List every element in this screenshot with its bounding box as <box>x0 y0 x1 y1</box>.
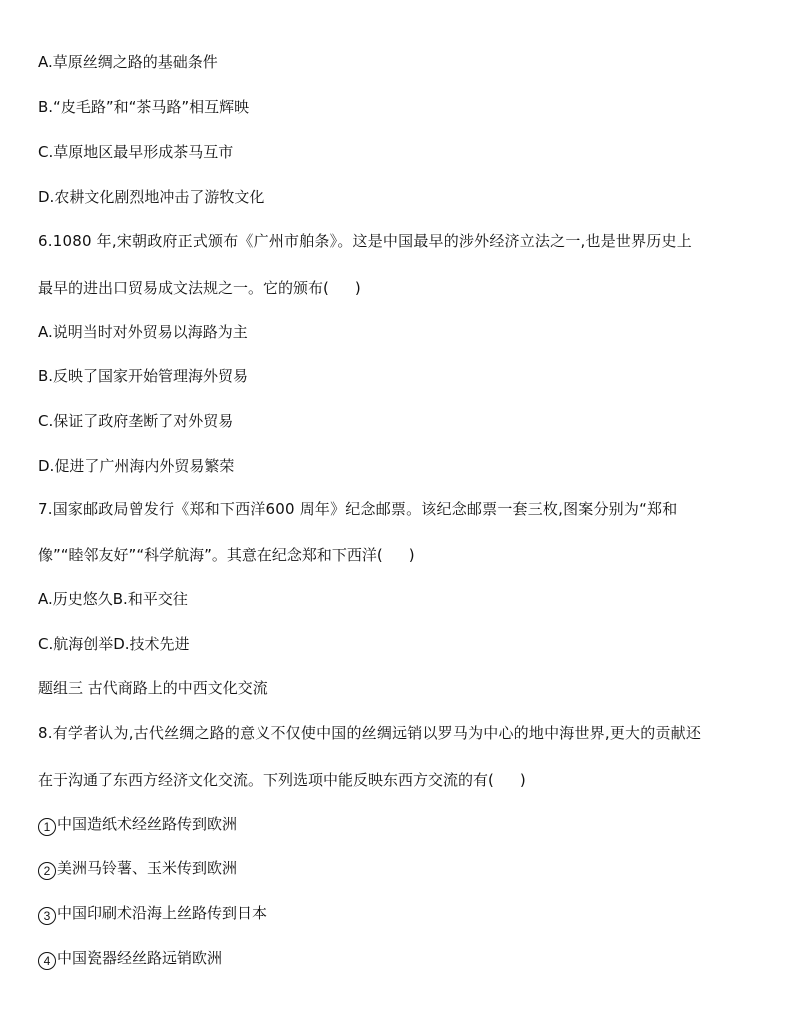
q8-item-3 <box>38 902 758 925</box>
q5-option-b: B.“皮毛路”和“茶马路”相互辉映 <box>38 98 250 116</box>
q7-stem-text: 像”“睦邻友好”“科学航海”。其意在纪念郑和下西洋( <box>38 546 383 564</box>
circled-number-1: 1 <box>38 818 56 836</box>
q7-options-ab: A.历史悠久B.和平交往 <box>38 590 188 608</box>
q8-item-2 <box>38 857 758 880</box>
q5-option-c: C.草原地区最早形成茶马互市 <box>38 143 234 161</box>
q8-close-paren: ) <box>519 771 526 789</box>
q6-option-b: B.反映了国家开始管理海外贸易 <box>38 367 249 385</box>
q6-option-d: D.促进了广州海内外贸易繁荣 <box>38 457 235 475</box>
q8-stem-line2 <box>38 769 758 791</box>
q7-options-cd: C.航海创举D.技术先进 <box>38 635 190 653</box>
q8-item-4 <box>38 947 758 970</box>
circled-number-4: 4 <box>38 952 56 970</box>
circled-number-3: 3 <box>38 907 56 925</box>
q6-stem-line2 <box>38 277 758 299</box>
q7-stem-line1: 7.国家邮政局曾发行《郑和下西洋600 周年》纪念邮票。该纪念邮票一套三枚,图案分别为“郑和 <box>38 500 678 518</box>
q8-item-1 <box>38 813 758 836</box>
q6-option-a: A.说明当时对外贸易以海路为主 <box>38 323 248 341</box>
q6-stem-line1: 6.1080 年,宋朝政府正式颁布《广州市舶条》。这是中国最早的涉外经济立法之一,也是世界历史上 <box>38 232 692 250</box>
q5-option-a: A.草原丝绸之路的基础条件 <box>38 53 218 71</box>
q7-stem-line2 <box>38 544 758 566</box>
q8-stem-text: 在于沟通了东西方经济文化交流。下列选项中能反映东西方交流的有( <box>38 771 494 789</box>
q6-close-paren: ) <box>354 279 361 297</box>
section-title: 题组三 古代商路上的中西文化交流 <box>38 679 268 697</box>
circled-number-2: 2 <box>38 862 56 880</box>
q7-close-paren: ) <box>408 546 415 564</box>
q8-item-text: 中国印刷术沿海上丝路传到日本 <box>57 904 268 922</box>
q5-option-d: D.农耕文化剧烈地冲击了游牧文化 <box>38 188 265 206</box>
q8-item-text: 美洲马铃薯、玉米传到欧洲 <box>57 859 238 877</box>
q8-stem-line1: 8.有学者认为,古代丝绸之路的意义不仅使中国的丝绸远销以罗马为中心的地中海世界,更大的贡献还 <box>38 724 702 742</box>
q6-option-c: C.保证了政府垄断了对外贸易 <box>38 412 234 430</box>
q8-item-text: 中国瓷器经丝路远销欧洲 <box>57 949 223 967</box>
q6-stem-text: 最早的进出口贸易成文法规之一。它的颁布( <box>38 279 329 297</box>
q8-item-text: 中国造纸术经丝路传到欧洲 <box>57 815 238 833</box>
